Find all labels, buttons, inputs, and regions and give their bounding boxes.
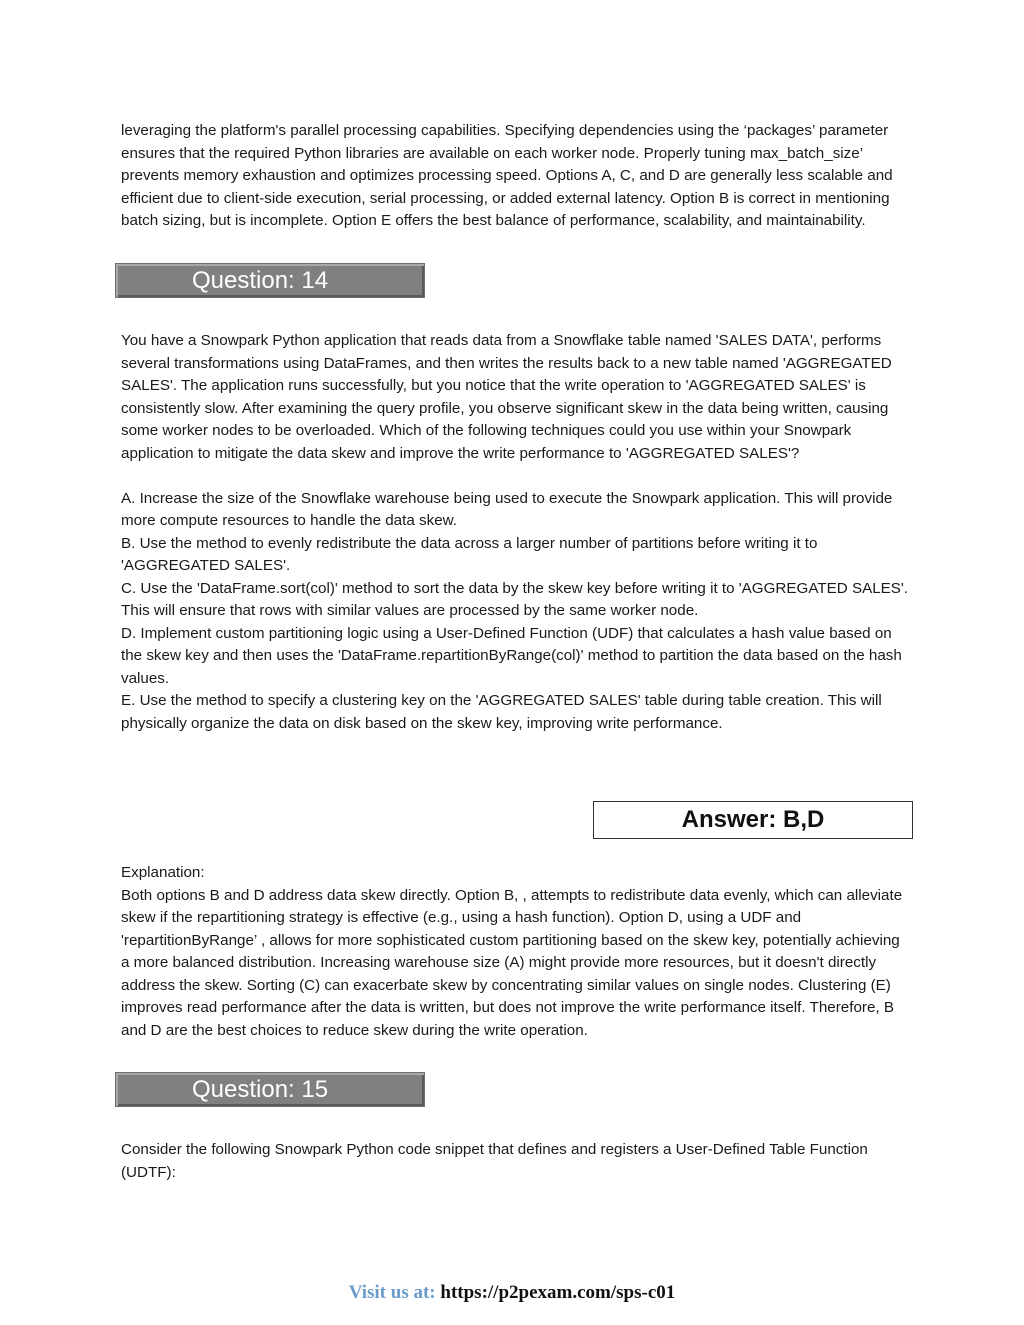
footer-url[interactable]: https://p2pexam.com/sps-c01 [440, 1282, 676, 1303]
explanation-text: Both options B and D address data skew directly. Option B, , attempts to redistribute data evenly, which can alleviate skew if the repartitioning strategy is effective (e.g., using a hash function). Option D, using a UDF and 'repartitionByRange’ , allows for more sophisticated custom partitioning based on the skew key, potentially achieving a more balanced distribution. Increasing warehouse size (A) might provide more resources, but it doesn't directly address the skew. Sorting (C) can exacerbate skew by concentrating similar values on single nodes. Clustering (E) improves read performance after the data is written, but does not improve the write performance itself. Therefore, B and D are the best choices to reduce skew during the write operation. [121, 886, 903, 1039]
question-14-explanation [121, 862, 911, 1042]
question-14-banner [115, 263, 425, 298]
question-15-banner [115, 1072, 425, 1107]
intro-explanation [121, 120, 911, 233]
option-d: D. Implement custom partitioning logic using a User-Defined Function (UDF) that calculates a hash value based on the skew key and then uses the 'DataFrame.repartitionByRange(col)' method to partition the data based on the hash values. [121, 624, 902, 687]
answer-box [593, 801, 913, 839]
question-15-body [121, 1139, 911, 1184]
option-e: E. Use the method to specify a clustering key on the 'AGGREGATED SALES' table during table creation. This will physically organize the data on disk based on the skew key, improving write performance. [121, 692, 882, 732]
option-b: B. Use the method to evenly redistribute the data across a larger number of partitions before writing it to 'AGGREGATED SALES'. [121, 534, 818, 574]
question-14-body [121, 330, 911, 735]
answer-label: Answer: B,D [681, 806, 825, 833]
question-15-title: Question: 15 [192, 1076, 329, 1103]
footer-visit-label: Visit us at: [348, 1282, 436, 1303]
intro-paragraph: leveraging the platform's parallel processing capabilities. Specifying dependencies using the ‘packages’ parameter ensures that the required Python libraries are available on each worker node. Properly tuning max_batch_size’ prevents memory exhaustion and optimizes processing speed. Options A, C, and D are generally less scalable and efficient due to client-side execution, serial processing, or added external latency. Option B is correct in mentioning batch sizing, but is incomplete. Option E offers the best balance of performance, scalability, and maintainability. [121, 122, 893, 229]
option-c: C. Use the 'DataFrame.sort(col)' method to sort the data by the skew key before writing it to 'AGGREGATED SALES'. This will ensure that rows with similar values are processed by the same worker node. [121, 579, 909, 619]
option-a: A. Increase the size of the Snowflake warehouse being used to execute the Snowpark application. This will provide more compute resources to handle the data skew. [121, 489, 893, 529]
question-14-title: Question: 14 [192, 267, 329, 294]
question-14-stem: You have a Snowpark Python application that reads data from a Snowflake table named 'SALES DATA', performs several transformations using DataFrames, and then writes the results back to a new table named 'AGGREGATED SALES'. The application runs successfully, but you notice that the write operation to 'AGGREGATED SALES' is consistently slow. After examining the query profile, you observe significant skew in the data being written, causing some worker nodes to be overloaded. Which of the following techniques could you use within your Snowpark application to mitigate the data skew and improve the write performance to 'AGGREGATED SALES'? [121, 332, 892, 462]
question-15-stem: Consider the following Snowpark Python code snippet that defines and registers a User-Defined Table Function (UDTF): [121, 1141, 868, 1181]
page-footer [0, 1280, 1024, 1306]
explanation-heading: Explanation: [121, 864, 205, 881]
